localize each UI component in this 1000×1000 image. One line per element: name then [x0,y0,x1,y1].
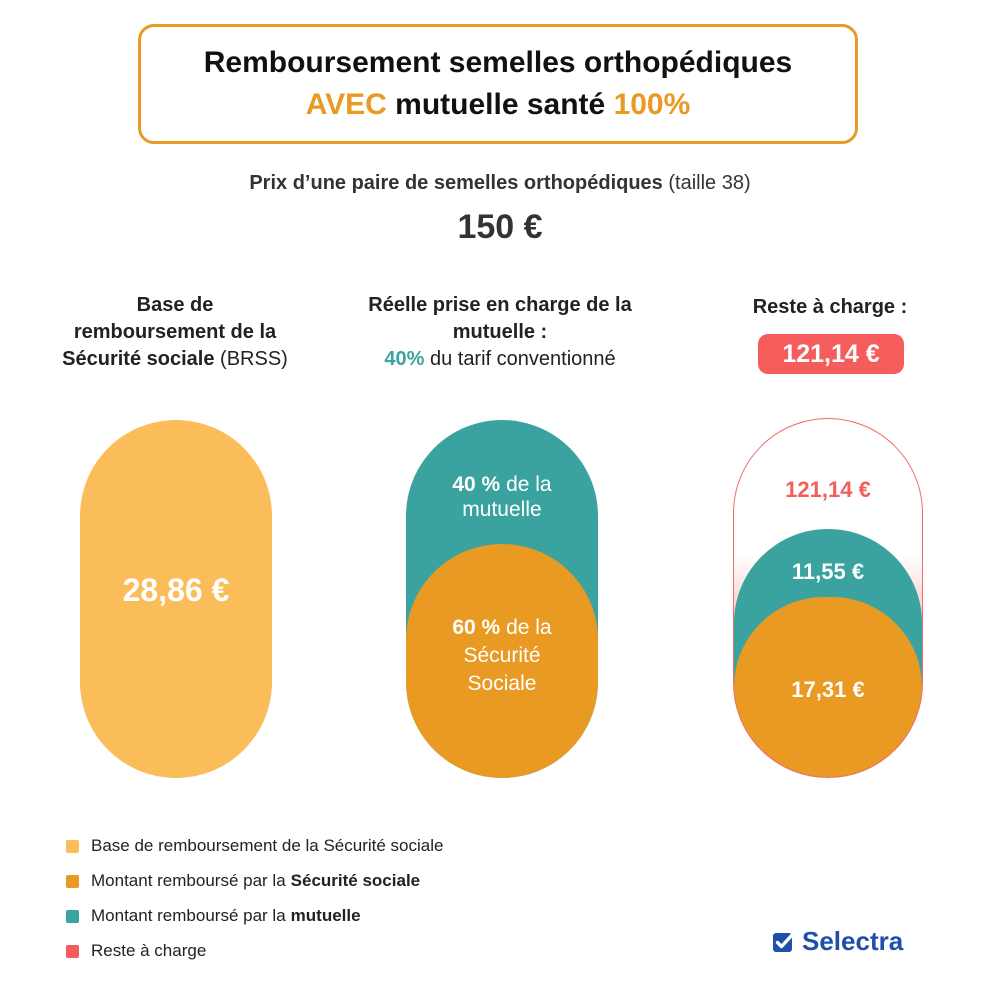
price-label-size: (taille 38) [668,172,751,194]
legend-swatch-reste [66,945,79,958]
secu-share-line2: Sécurité [463,644,541,667]
legend-bold-secu: Sécurité sociale [290,871,421,890]
brss-pill [80,420,272,778]
secu-share-rest: de la [506,616,552,639]
reste-heading [700,294,960,321]
title-line-1: Remboursement semelles orthopédiques [203,46,793,79]
legend-swatch-brss [66,840,79,853]
reste-secu-value: 17,31 € [791,677,865,702]
title-mutuelle: mutuelle santé [395,88,606,121]
legend [66,834,443,963]
mutuelle-pill [406,420,598,778]
mutuelle-heading-rest: du tarif conventionné [429,348,616,370]
legend-swatch-secu [66,875,79,888]
legend-item-secu [66,869,443,893]
title-percent: 100% [613,88,691,121]
secu-share-pct: 60 % [452,616,501,639]
check-square-icon [772,930,796,954]
legend-text-reste: Reste à charge [91,941,207,960]
legend-text-brss: Base de remboursement de la Sécurité sociale [91,836,444,855]
brss-heading-line3: Sécurité sociale [62,348,215,370]
reste-badge: 121,14 € [758,334,904,374]
brss-heading-abbr: (BRSS) [220,348,288,370]
mutuelle-heading-pct: 40% [384,348,425,370]
price-label [0,172,1000,195]
title-box [138,24,858,144]
legend-bold-mutuelle: mutuelle [290,906,361,925]
mutuelle-heading [330,292,670,373]
title-line-2 [306,84,691,126]
selectra-logo [772,926,903,957]
legend-swatch-mutuelle [66,910,79,923]
mutuelle-share-rest: de la [506,473,552,496]
secu-share-line3: Sociale [467,672,537,695]
reste-pill [733,418,923,778]
mutuelle-share-label [406,472,598,522]
reste-heading-text: Reste à charge : [752,296,908,318]
reste-mutuelle-value: 11,55 € [791,559,865,584]
title-avec: AVEC [305,88,387,121]
reste-value: 121,14 € [785,477,871,502]
mutuelle-heading-line1: Réelle prise en charge de la [368,294,632,316]
secu-share-label [406,614,598,698]
brss-value: 28,86 € [122,572,230,608]
legend-item-brss [66,834,443,858]
legend-item-reste [66,939,443,963]
legend-item-mutuelle [66,904,443,928]
brss-heading-line1: Base de [136,294,214,316]
price-value: 150 € [457,208,543,246]
brss-heading [30,292,320,373]
legend-text-secu: Montant remboursé par la [91,871,286,890]
mutuelle-share-line2: mutuelle [462,498,542,521]
mutuelle-share-pct: 40 % [452,473,501,496]
brand-name: Selectra [802,926,904,956]
price-label-bold: Prix d’une paire de semelles orthopédiques [249,172,663,194]
legend-text-mutuelle: Montant remboursé par la [91,906,286,925]
mutuelle-heading-line2: mutuelle : [452,321,548,343]
brss-heading-line2: remboursement de la [73,321,277,343]
